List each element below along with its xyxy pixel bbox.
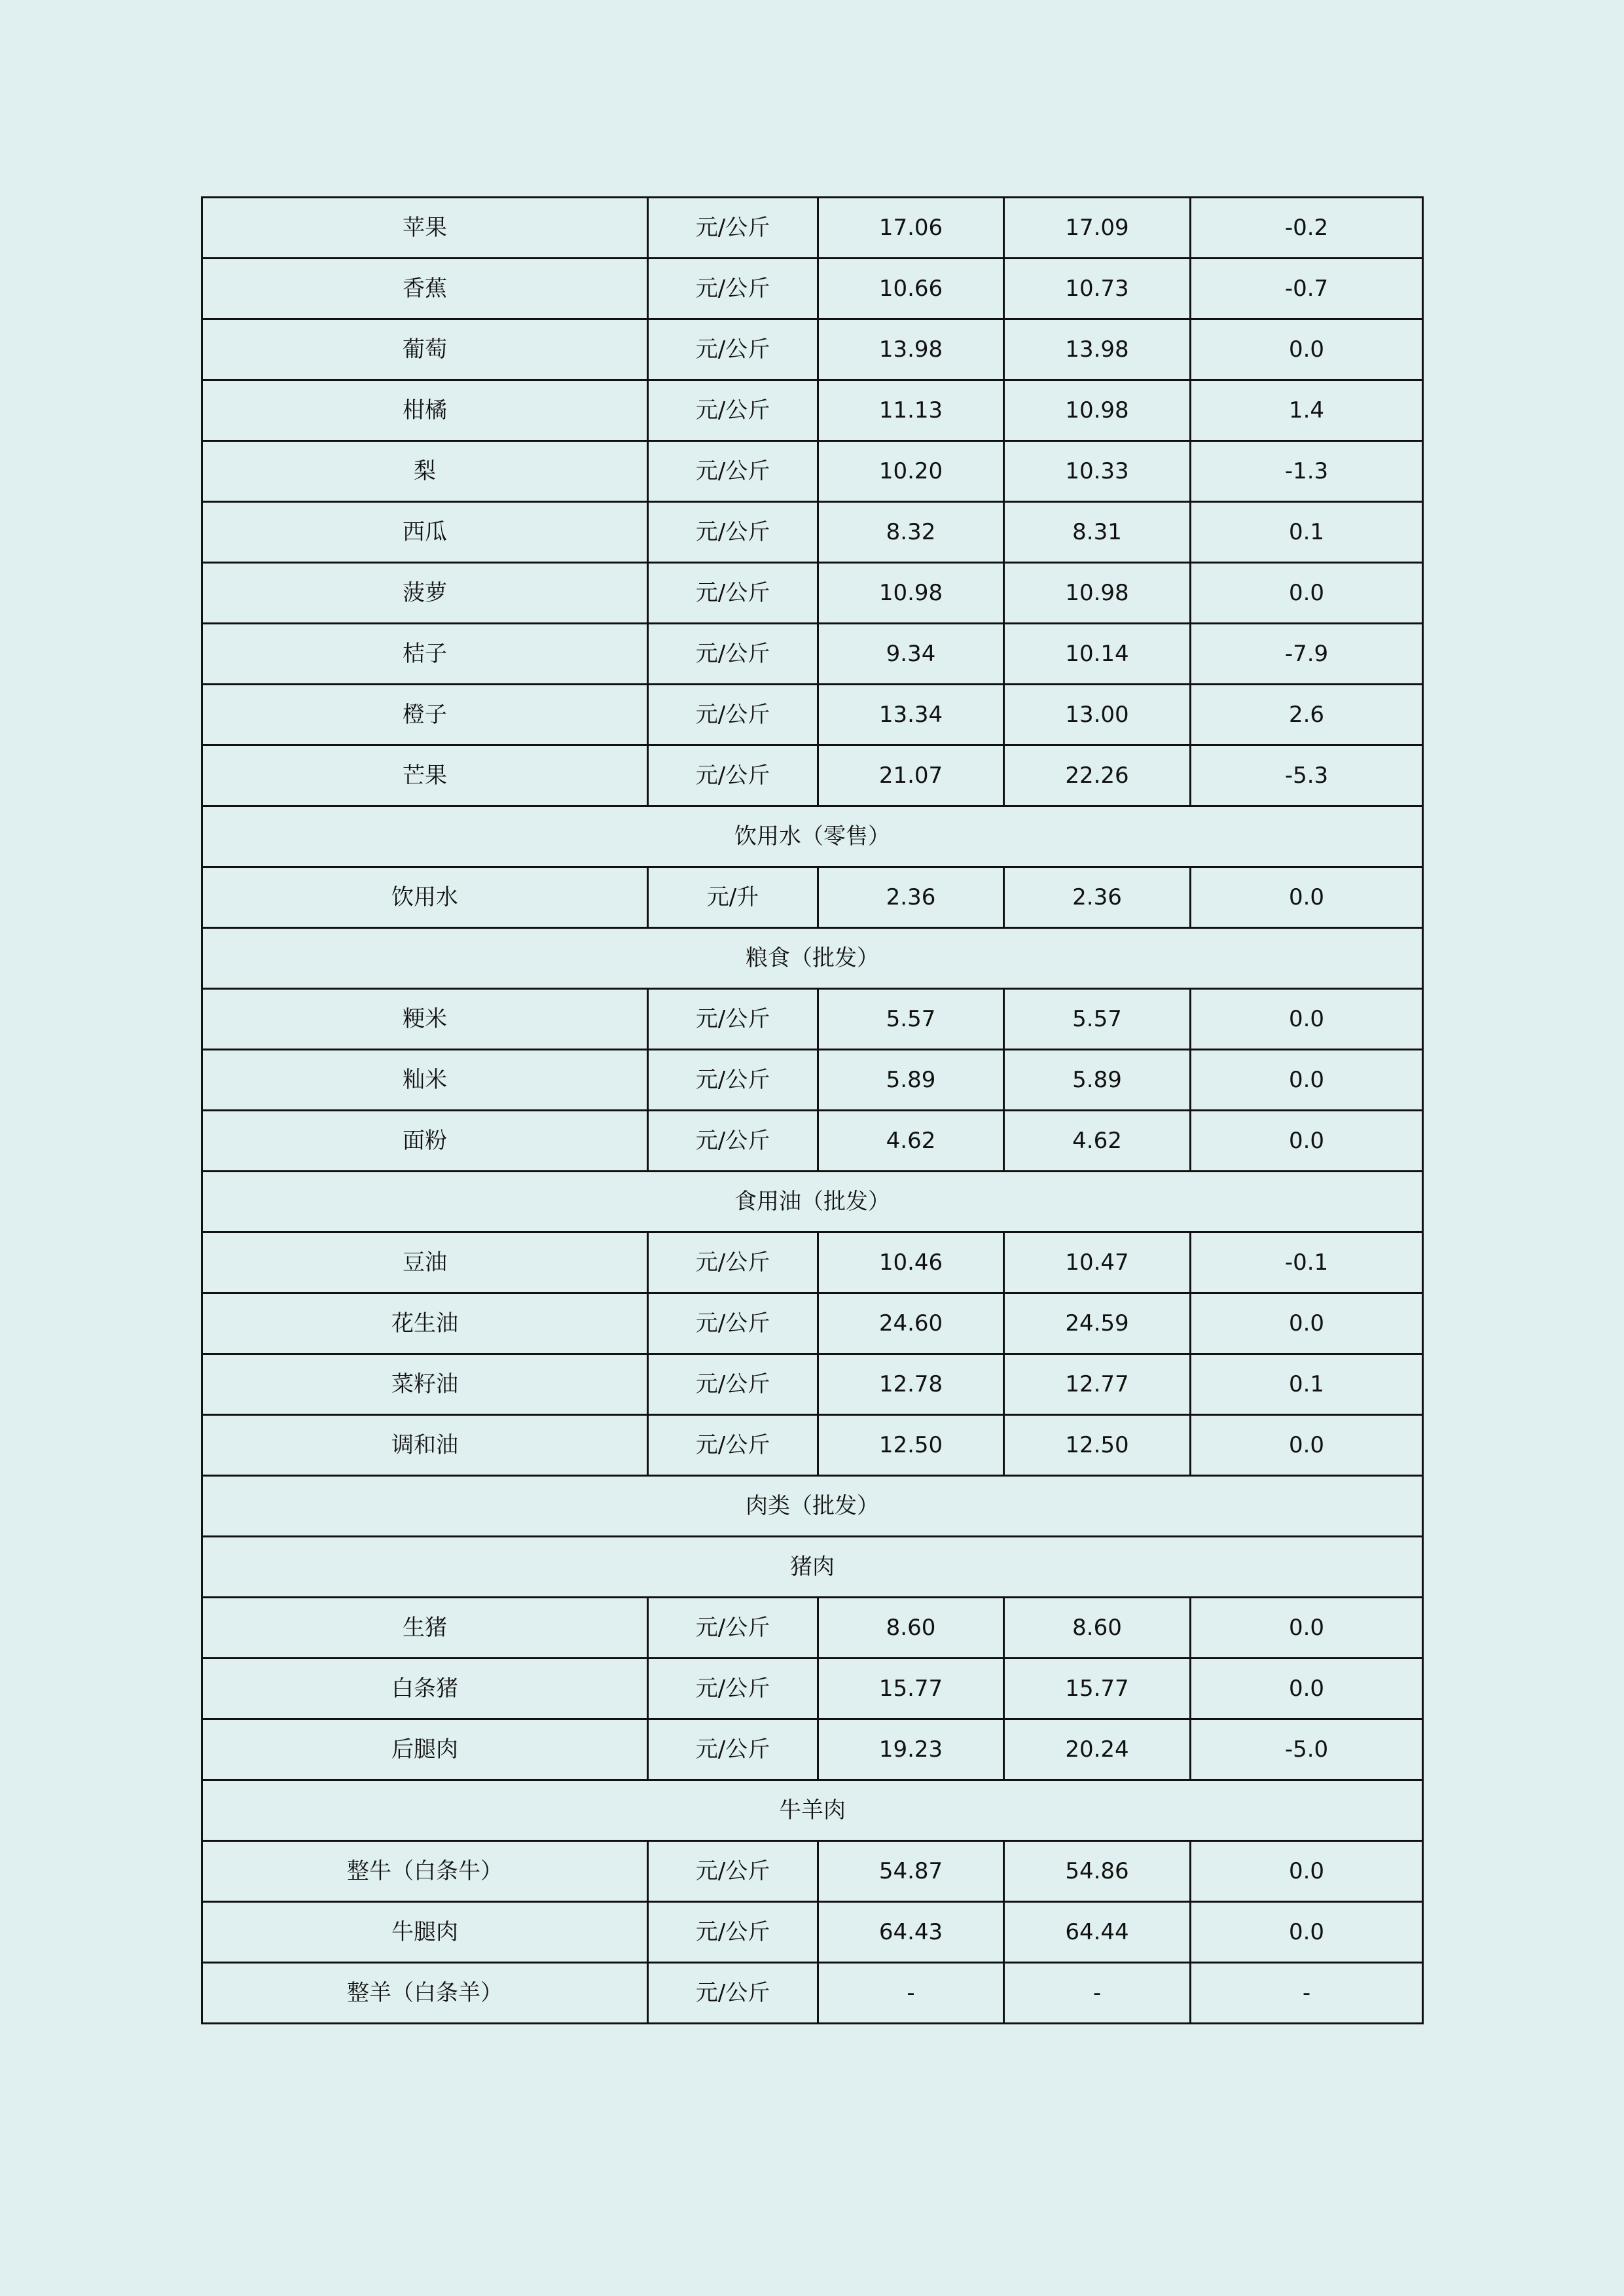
change-cell: -5.3 [1191,745,1423,806]
change-cell: 1.4 [1191,380,1423,441]
unit-cell: 元/公斤 [648,1841,818,1902]
table-row [202,198,1423,259]
table-row [202,624,1423,685]
previous-price-cell: 10.98 [1004,380,1191,441]
table-row [202,745,1423,806]
change-cell: 2.6 [1191,685,1423,745]
previous-price-cell: 8.31 [1004,502,1191,563]
item-name-cell: 柑橘 [202,380,648,441]
unit-cell: 元/公斤 [648,198,818,259]
item-name-cell: 整牛（白条牛） [202,1841,648,1902]
current-price-cell: 54.87 [818,1841,1004,1902]
previous-price-cell: 4.62 [1004,1111,1191,1172]
section-label: 猪肉 [202,1537,1423,1598]
previous-price-cell: 5.57 [1004,989,1191,1050]
table-row [202,502,1423,563]
change-cell: -0.2 [1191,198,1423,259]
current-price-cell: 24.60 [818,1293,1004,1354]
previous-price-cell: 10.14 [1004,624,1191,685]
unit-cell: 元/公斤 [648,259,818,319]
table-row [202,319,1423,380]
current-price-cell: 19.23 [818,1719,1004,1780]
current-price-cell: 13.98 [818,319,1004,380]
unit-cell: 元/公斤 [648,1293,818,1354]
item-name-cell: 面粉 [202,1111,648,1172]
table-row [202,1354,1423,1415]
table-row [202,1963,1423,2024]
section-row [202,1172,1423,1232]
change-cell: -5.0 [1191,1719,1423,1780]
change-cell: 0.0 [1191,1415,1423,1476]
item-name-cell: 梨 [202,441,648,502]
previous-price-cell: 5.89 [1004,1050,1191,1111]
table-row [202,1050,1423,1111]
section-label: 饮用水（零售） [202,806,1423,867]
change-cell: 0.0 [1191,867,1423,928]
table-row [202,1902,1423,1963]
section-row [202,928,1423,989]
unit-cell: 元/公斤 [648,1050,818,1111]
current-price-cell: - [818,1963,1004,2024]
current-price-cell: 4.62 [818,1111,1004,1172]
current-price-cell: 2.36 [818,867,1004,928]
item-name-cell: 豆油 [202,1232,648,1293]
change-cell: 0.0 [1191,1598,1423,1659]
change-cell: 0.0 [1191,563,1423,624]
unit-cell: 元/公斤 [648,502,818,563]
item-name-cell: 香蕉 [202,259,648,319]
table-row [202,380,1423,441]
unit-cell: 元/公斤 [648,1902,818,1963]
change-cell: 0.0 [1191,1293,1423,1354]
item-name-cell: 花生油 [202,1293,648,1354]
unit-cell: 元/公斤 [648,380,818,441]
change-cell: -7.9 [1191,624,1423,685]
previous-price-cell: 13.98 [1004,319,1191,380]
current-price-cell: 5.89 [818,1050,1004,1111]
item-name-cell: 橙子 [202,685,648,745]
unit-cell: 元/升 [648,867,818,928]
item-name-cell: 饮用水 [202,867,648,928]
item-name-cell: 葡萄 [202,319,648,380]
current-price-cell: 8.32 [818,502,1004,563]
table-row [202,867,1423,928]
previous-price-cell: 12.50 [1004,1415,1191,1476]
previous-price-cell: 10.33 [1004,441,1191,502]
previous-price-cell: 15.77 [1004,1659,1191,1719]
item-name-cell: 粳米 [202,989,648,1050]
table-row [202,1719,1423,1780]
section-row [202,1537,1423,1598]
previous-price-cell: 13.00 [1004,685,1191,745]
table-row [202,1232,1423,1293]
unit-cell: 元/公斤 [648,319,818,380]
section-label: 肉类（批发） [202,1476,1423,1537]
table-row [202,1598,1423,1659]
change-cell: 0.0 [1191,1111,1423,1172]
unit-cell: 元/公斤 [648,745,818,806]
current-price-cell: 12.50 [818,1415,1004,1476]
previous-price-cell: 10.73 [1004,259,1191,319]
unit-cell: 元/公斤 [648,1415,818,1476]
item-name-cell: 芒果 [202,745,648,806]
item-name-cell: 籼米 [202,1050,648,1111]
unit-cell: 元/公斤 [648,685,818,745]
previous-price-cell: 64.44 [1004,1902,1191,1963]
item-name-cell: 西瓜 [202,502,648,563]
item-name-cell: 桔子 [202,624,648,685]
change-cell: 0.0 [1191,1659,1423,1719]
item-name-cell: 菜籽油 [202,1354,648,1415]
price-table [201,196,1424,2024]
change-cell: 0.1 [1191,502,1423,563]
item-name-cell: 白条猪 [202,1659,648,1719]
item-name-cell: 牛腿肉 [202,1902,648,1963]
unit-cell: 元/公斤 [648,1659,818,1719]
change-cell: 0.1 [1191,1354,1423,1415]
current-price-cell: 5.57 [818,989,1004,1050]
unit-cell: 元/公斤 [648,1598,818,1659]
change-cell: 0.0 [1191,1050,1423,1111]
table-row [202,685,1423,745]
change-cell: -0.1 [1191,1232,1423,1293]
section-label: 牛羊肉 [202,1780,1423,1841]
change-cell: 0.0 [1191,1841,1423,1902]
section-label: 食用油（批发） [202,1172,1423,1232]
previous-price-cell: 22.26 [1004,745,1191,806]
section-row [202,1476,1423,1537]
previous-price-cell: 12.77 [1004,1354,1191,1415]
table-row [202,563,1423,624]
section-label: 粮食（批发） [202,928,1423,989]
table-row [202,1111,1423,1172]
section-row [202,806,1423,867]
previous-price-cell: 17.09 [1004,198,1191,259]
table-row [202,1841,1423,1902]
table-row [202,1659,1423,1719]
current-price-cell: 8.60 [818,1598,1004,1659]
change-cell: 0.0 [1191,989,1423,1050]
previous-price-cell: 2.36 [1004,867,1191,928]
unit-cell: 元/公斤 [648,1963,818,2024]
previous-price-cell: 54.86 [1004,1841,1191,1902]
change-cell: - [1191,1963,1423,2024]
previous-price-cell: - [1004,1963,1191,2024]
item-name-cell: 后腿肉 [202,1719,648,1780]
previous-price-cell: 24.59 [1004,1293,1191,1354]
current-price-cell: 13.34 [818,685,1004,745]
current-price-cell: 64.43 [818,1902,1004,1963]
current-price-cell: 11.13 [818,380,1004,441]
table-row [202,989,1423,1050]
current-price-cell: 15.77 [818,1659,1004,1719]
unit-cell: 元/公斤 [648,989,818,1050]
change-cell: 0.0 [1191,1902,1423,1963]
previous-price-cell: 20.24 [1004,1719,1191,1780]
section-row [202,1780,1423,1841]
unit-cell: 元/公斤 [648,1111,818,1172]
previous-price-cell: 10.47 [1004,1232,1191,1293]
unit-cell: 元/公斤 [648,441,818,502]
current-price-cell: 9.34 [818,624,1004,685]
current-price-cell: 21.07 [818,745,1004,806]
table-row [202,441,1423,502]
table-body [202,198,1423,2024]
current-price-cell: 17.06 [818,198,1004,259]
previous-price-cell: 8.60 [1004,1598,1191,1659]
item-name-cell: 苹果 [202,198,648,259]
table-row [202,1293,1423,1354]
unit-cell: 元/公斤 [648,624,818,685]
unit-cell: 元/公斤 [648,1232,818,1293]
table-row [202,259,1423,319]
unit-cell: 元/公斤 [648,563,818,624]
change-cell: -0.7 [1191,259,1423,319]
change-cell: -1.3 [1191,441,1423,502]
change-cell: 0.0 [1191,319,1423,380]
table-row [202,1415,1423,1476]
current-price-cell: 12.78 [818,1354,1004,1415]
previous-price-cell: 10.98 [1004,563,1191,624]
item-name-cell: 调和油 [202,1415,648,1476]
current-price-cell: 10.20 [818,441,1004,502]
current-price-cell: 10.46 [818,1232,1004,1293]
unit-cell: 元/公斤 [648,1354,818,1415]
item-name-cell: 菠萝 [202,563,648,624]
unit-cell: 元/公斤 [648,1719,818,1780]
item-name-cell: 生猪 [202,1598,648,1659]
current-price-cell: 10.66 [818,259,1004,319]
current-price-cell: 10.98 [818,563,1004,624]
item-name-cell: 整羊（白条羊） [202,1963,648,2024]
